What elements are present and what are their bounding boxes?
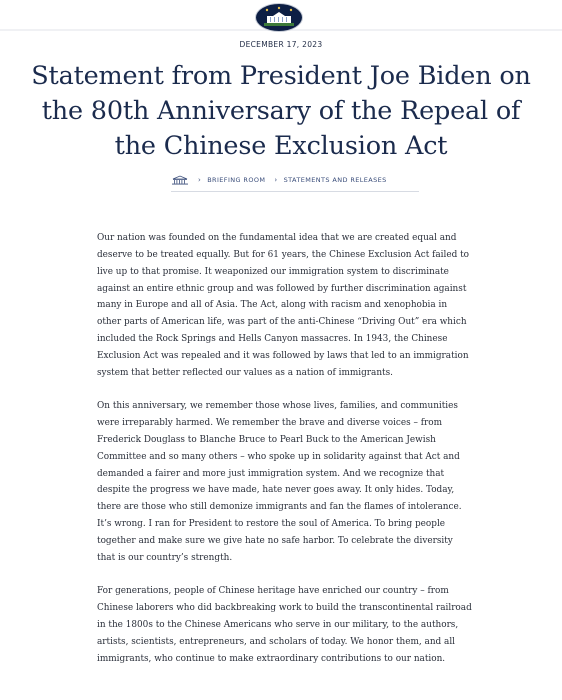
body-paragraph: Our nation was founded on the fundamental idea that we are created equal and deserve to be treated equally. But for 61 years, the Chinese Exclusion Act failed to live up to that promise. It weaponized our immigration system to discriminate against an entire ethnic group and was followed by further discrimination against many in Europe and all of Asia. The Act, along with racism and xenophobia in other parts of American life, was part of the anti-Chinese “Driving Out” era which included the Rock Springs and Hells Canyon massacres. In 1943, the Chinese Exclusion Act was repealed and it was followed by laws that led to an immigration system that better reflected our values as a nation of immigrants. [97, 233, 470, 378]
body-paragraph: For generations, people of Chinese heritage have enriched our country – from Chinese laborers who did backbreaking work to build the transcontinental railroad in the 1800s to the Chinese Americans who serve in our military, to the authors, artists, scientists, entrepreneurs, and scholars of today. We honor them, and all immigrants, who continue to make extraordinary contributions to our nation. [97, 586, 472, 664]
breadcrumb-briefing-room[interactable]: BRIEFING ROOM [207, 176, 266, 184]
breadcrumb [171, 172, 419, 188]
white-house-seal-icon[interactable] [256, 4, 302, 31]
breadcrumb-divider [171, 191, 419, 192]
article-body [97, 230, 472, 684]
body-paragraph: On this anniversary, we remember those whose lives, families, and communities were irreparably harmed. We remember the brave and diverse voices – from Frederick Douglass to Blanche Bruce to Pearl Buck to the American Jewish Committee and so many others – who spoke up in solidarity against that Act and demanded a fairer and more just immigration system. And we recognize that despite the progress we have made, hate never goes away. It only hides. Today, there are those who still demonize immigrants and fan the flames of intolerance. It’s wrong. I ran for President to restore the soul of America. To bring people together and make sure we give hate no safe harbor. To celebrate the diversity that is our country’s strength. [97, 401, 462, 563]
chevron-right-icon: › [198, 176, 202, 184]
white-house-building-icon[interactable] [171, 175, 189, 185]
top-bar [0, 0, 562, 40]
publish-date: DECEMBER 17, 2023 [239, 40, 323, 49]
breadcrumb-statements-and-releases[interactable]: STATEMENTS AND RELEASES [283, 176, 387, 184]
page-title: Statement from President Joe Biden on the 80th Anniversary of the Repeal of the Chinese Exclusion Act [31, 61, 531, 161]
chevron-right-icon: › [274, 176, 278, 184]
